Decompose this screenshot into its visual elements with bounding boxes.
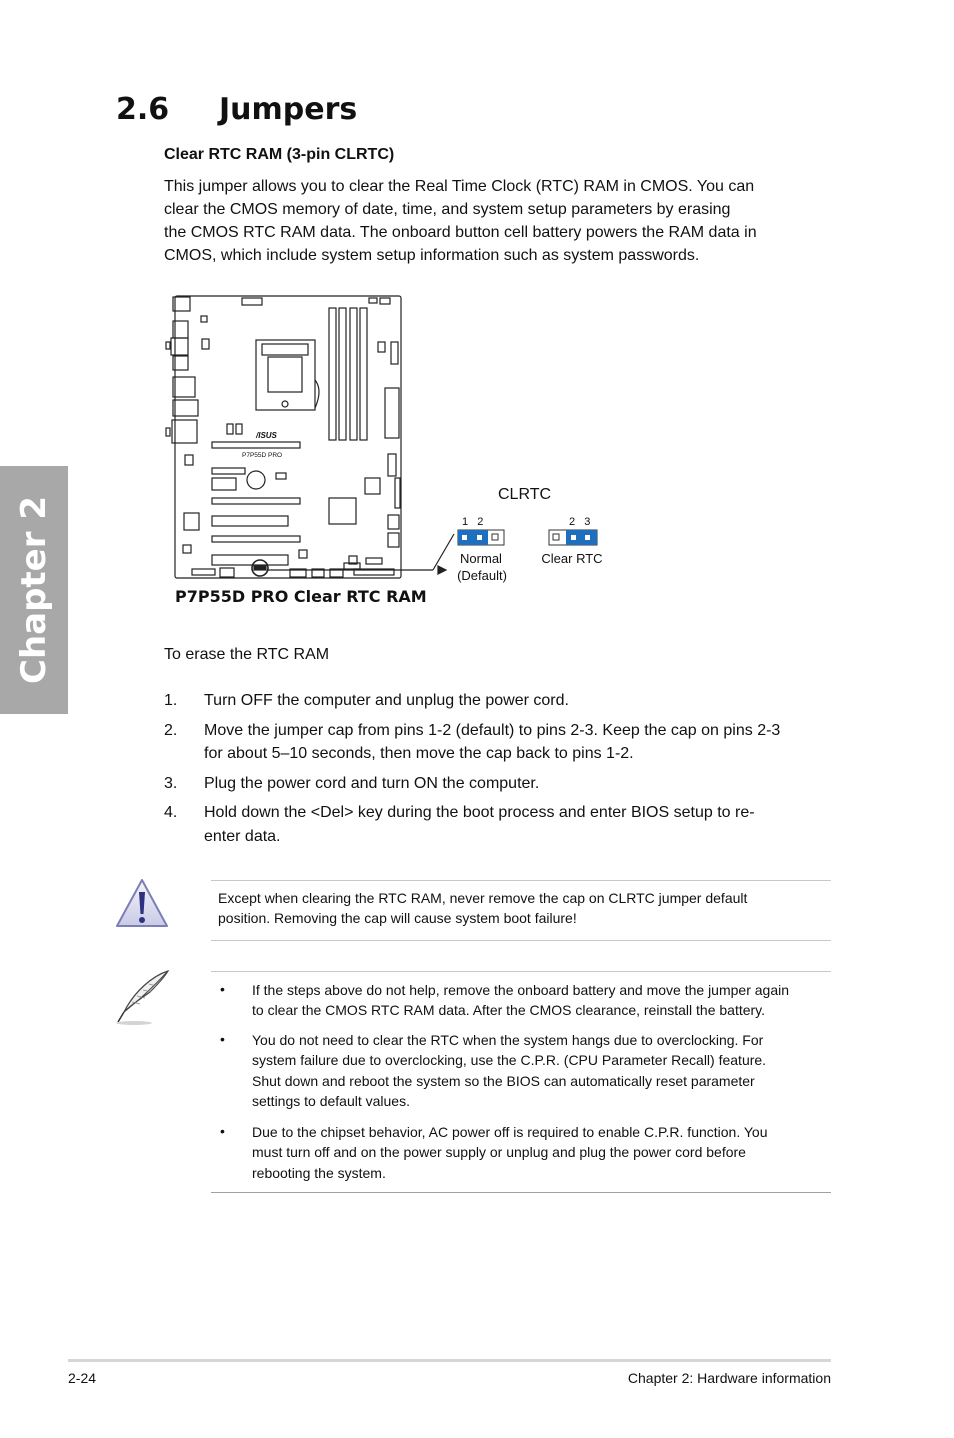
note-top-rule: [211, 971, 831, 972]
quill-note-icon: [112, 968, 172, 1028]
note-line: Due to the chipset behavior, AC power off is required to enable C.P.R. function. You: [252, 1124, 768, 1140]
intro-line: This jumper allows you to clear the Real Time Clock (RTC) RAM in CMOS. You can: [164, 178, 755, 195]
section-number: 2.6: [116, 92, 170, 127]
note-line: system failure due to overclocking, use the C.P.R. (CPU Parameter Recall) feature.: [252, 1052, 767, 1069]
note-line: to clear the CMOS RTC RAM data. After the CMOS clearance, reinstall the battery.: [252, 1002, 766, 1019]
intro-line: CMOS, which include system setup information such as system passwords.: [164, 247, 700, 264]
clrtc-figure: [0, 0, 954, 620]
clear-label: Clear RTC: [541, 551, 603, 566]
page-number: 2-24: [68, 1370, 97, 1386]
footer-rule: [68, 1359, 831, 1362]
jumper-name: CLRTC: [498, 486, 552, 503]
jumper-normal: [458, 530, 504, 545]
callout-arrow: [268, 534, 454, 574]
warning-bottom-rule: [211, 940, 831, 941]
clear-pin-numbers: 2 3: [569, 516, 591, 528]
step-text: Turn OFF the computer and unplug the power cord.: [204, 692, 569, 709]
note-line: Shut down and reboot the system so the BIOS can automatically reset parameter: [252, 1072, 755, 1089]
step-text: Move the jumper cap from pins 1-2 (default) to pins 2-3. Keep the cap on pins 2-3: [204, 722, 781, 739]
note-line: You do not need to clear the RTC when the system hangs due to overclocking. For: [252, 1032, 764, 1048]
note-item: [252, 1030, 766, 1112]
note-line: rebooting the system.: [252, 1164, 386, 1181]
step-text: enter data.: [204, 828, 281, 845]
motherboard-diagram: [166, 296, 401, 578]
step-text: Plug the power cord and turn ON the computer.: [204, 775, 540, 792]
board-label: P7P55D PRO: [242, 452, 283, 459]
step-number: 4.: [164, 804, 178, 821]
step-number: 1.: [164, 692, 178, 709]
note-line: If the steps above do not help, remove the onboard battery and move the jumper again: [252, 982, 790, 998]
step-number: 2.: [164, 722, 178, 739]
note-item: [252, 980, 789, 1021]
note-item: [252, 1122, 767, 1183]
brand-logo: /ISUS: [256, 431, 277, 440]
subheading: Clear RTC RAM (3-pin CLRTC): [164, 146, 395, 163]
normal-label: Normal: [460, 551, 502, 566]
note-line: must turn off and on the power supply or unplug and plug the power cord before: [252, 1144, 746, 1161]
footer-chapter: Chapter 2: Hardware information: [627, 1370, 831, 1386]
jumper-clear: [549, 530, 597, 545]
step-number: 3.: [164, 775, 178, 792]
erase-intro: To erase the RTC RAM: [164, 646, 330, 663]
note-bullet: •: [220, 981, 225, 997]
section-title: Jumpers: [219, 92, 358, 127]
normal-sublabel: (Default): [457, 568, 507, 583]
warning-line: Except when clearing the RTC RAM, never remove the cap on CLRTC jumper default: [218, 890, 748, 906]
warning-top-rule: [211, 880, 831, 881]
note-bullet: •: [220, 1031, 225, 1047]
figure-caption: P7P55D PRO Clear RTC RAM: [175, 587, 427, 606]
step-text: for about 5–10 seconds, then move the cap back to pins 1-2.: [204, 745, 634, 762]
warning-text: [218, 888, 747, 929]
normal-pin-numbers: 1 2: [462, 516, 484, 528]
warning-icon: [113, 876, 171, 932]
chapter-tab-label: Chapter 2: [14, 495, 54, 685]
warning-line: position. Removing the cap will cause system boot failure!: [218, 910, 577, 927]
note-bottom-rule: [211, 1192, 831, 1193]
note-line: settings to default values.: [252, 1093, 410, 1110]
intro-line: clear the CMOS memory of date, time, and system setup parameters by erasing: [164, 201, 731, 218]
step-text: Hold down the <Del> key during the boot process and enter BIOS setup to re-: [204, 804, 755, 821]
intro-line: the CMOS RTC RAM data. The onboard button cell battery powers the RAM data in: [164, 224, 757, 241]
note-bullet: •: [220, 1123, 225, 1139]
